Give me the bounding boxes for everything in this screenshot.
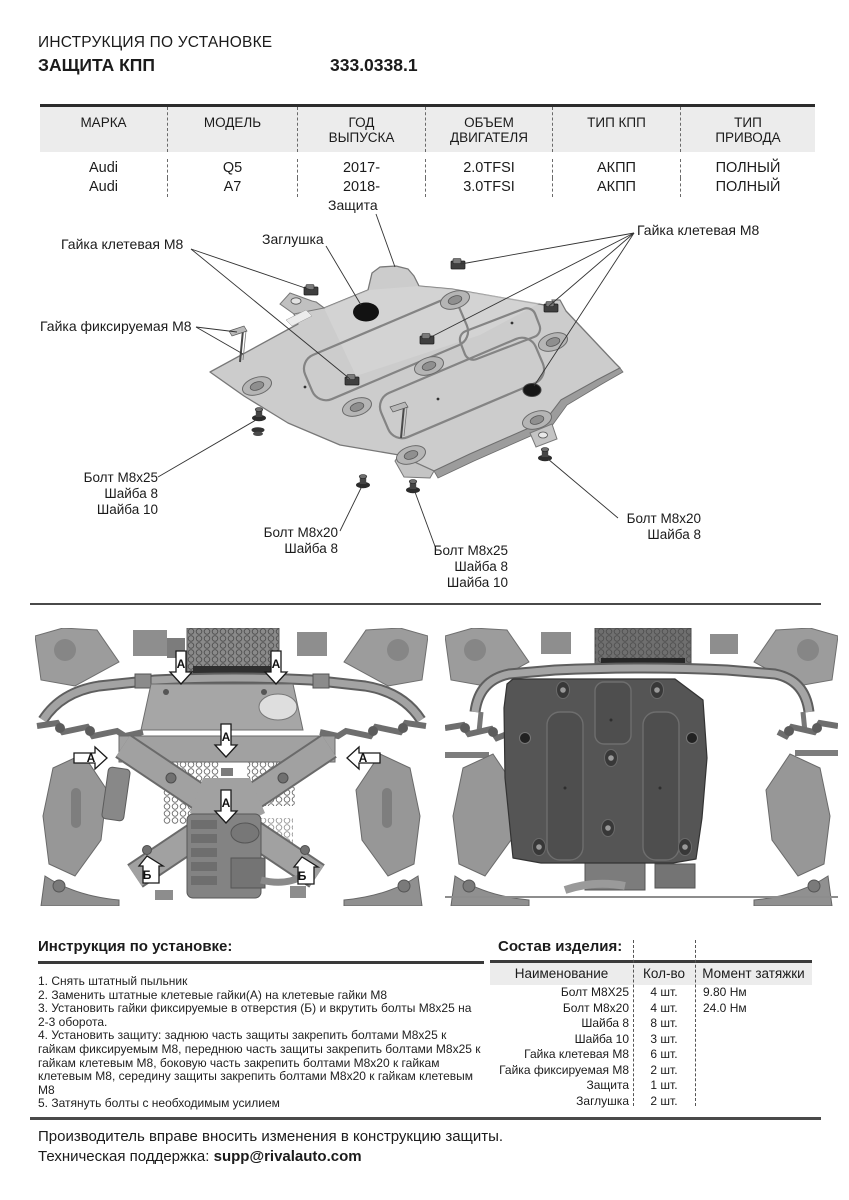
cell-year: 2018- [297,178,425,197]
manufacturer-note: Производитель вправе вносить изменения в конструкцию защиты. [38,1128,504,1145]
callout-bolt-bottom-center-left: Болт М8х20 Шайба 8 [263,525,338,556]
cell-model: Q5 [167,159,297,178]
part-number: 333.0338.1 [330,55,418,75]
marker-a: А [358,751,368,765]
cell-engine: 2.0TFSI [425,159,552,178]
col-header-qty: Кол-во [643,966,685,981]
components-title: Состав изделия: [498,938,623,955]
callout-bolt-bottom-right: Болт М8х20 Шайба 8 [626,511,701,542]
table-row: Гайка клетевая М8 6 шт. [524,1047,678,1061]
install-step: 1. Снять штатный пыльник [38,974,188,988]
cell-drive: ПОЛНЫЙ [680,178,815,197]
install-step: 4. Установить защиту: заднюю часть защиты закрепить болтами М8х25 к гайкам фиксируемым М8, переднюю часть защиты закрепить болтами М8х25 к гайкам клетевым М8, боковую часть закрепить болтами М8х20 к гайкам клетевым М8, середину защиты закрепить болтами М8х20 к гайкам клетевым М8 [38,1028,481,1097]
label-fixing-nut: Гайка фиксируемая М8 [40,318,192,334]
left-photo-illustration [35,628,428,906]
install-instructions-title: Инструкция по установке: [38,938,233,955]
label-plug: Заглушка [262,231,324,247]
col-header-engine: ОБЪЕМ ДВИГАТЕЛЯ [425,107,552,152]
cell-gearbox: АКПП [552,178,680,197]
components-table [490,938,812,1109]
table-row [40,159,815,178]
photo-ground-line [445,896,838,898]
install-steps [38,975,484,1111]
page-title: ЗАЩИТА КПП [38,55,155,75]
marker-a: А [221,730,231,744]
table-row: Болт М8Х25 4 шт. 9.80 Нм [560,985,747,999]
footer-divider [30,1117,821,1120]
marker-b: Б [142,868,152,882]
table-row: Гайка фиксируемая М8 2 шт. [499,1062,678,1077]
shield-plate-drawing [210,266,623,478]
photo-chassis-before [35,628,428,906]
callout-bolt-bottom-center: Болт М8х25 Шайба 8 Шайба 10 [433,543,508,590]
col-header-name: Наименование [514,966,609,981]
col-header-drive: ТИП ПРИВОДА [680,107,815,152]
plug-drawing [353,303,379,322]
support-label: Техническая поддержка: [38,1148,214,1165]
marker-a: А [176,657,186,671]
table-row: Шайба 10 3 шт. [574,1031,678,1046]
col-header-marka: МАРКА [80,115,127,130]
table-row: Болт М8х20 4 шт. 24.0 Нм [562,1000,747,1015]
doc-type-line: ИНСТРУКЦИЯ ПО УСТАНОВКЕ [38,34,273,51]
col-header-gearbox: ТИП КПП [552,107,680,152]
components-header [490,963,812,985]
install-step: 2. Заменить штатные клетевые гайки(А) на клетевые гайки М8 [38,987,388,1002]
cell-drive: ПОЛНЫЙ [680,159,815,178]
table-row: Защита 1 шт. [586,1078,678,1092]
table-row: Заглушка 2 шт. [576,1093,678,1108]
cell-engine: 3.0TFSI [425,178,552,197]
cell-gearbox: АКПП [552,159,680,178]
cell-model: A7 [167,178,297,197]
install-instructions [38,938,484,1111]
exploded-diagram [0,190,849,604]
support-email: supp@rivalauto.com [213,1148,362,1165]
marker-b: Б [297,869,307,883]
label-shield: Защита [328,197,378,213]
title-underline [38,961,484,964]
marker-a: А [221,796,231,810]
col-header-torque: Момент затяжки [702,966,805,981]
callout-bolt-bottom-left: Болт М8х25 Шайба 8 Шайба 10 [83,470,158,517]
marker-a: А [86,751,96,765]
installed-shield-drawing [504,679,707,863]
right-photo-illustration [445,628,838,906]
label-clip-nut-right: Гайка клетевая М8 [637,222,760,238]
fitment-table [40,104,815,200]
install-step: 5. Затянуть болты с необходимым усилием [38,1096,280,1111]
cell-marka: Audi [88,179,119,195]
photo-chassis-after [445,628,838,906]
support-line [38,1148,362,1165]
cell-marka: Audi [88,160,119,176]
install-step: 3. Установить гайки фиксируемые в отверстия (Б) и вкрутить болты М8х25 на 2-3 оборота. [38,1001,472,1029]
marker-a: А [271,657,281,671]
col-header-year: ГОД ВЫПУСКА [297,107,425,152]
label-clip-nut-left: Гайка клетевая М8 [61,236,184,252]
table-row: Шайба 8 8 шт. [581,1016,678,1030]
col-header-model: МОДЕЛЬ [167,107,297,152]
fitment-table-header [40,107,815,152]
section-divider [30,603,821,605]
cell-year: 2017- [297,159,425,178]
